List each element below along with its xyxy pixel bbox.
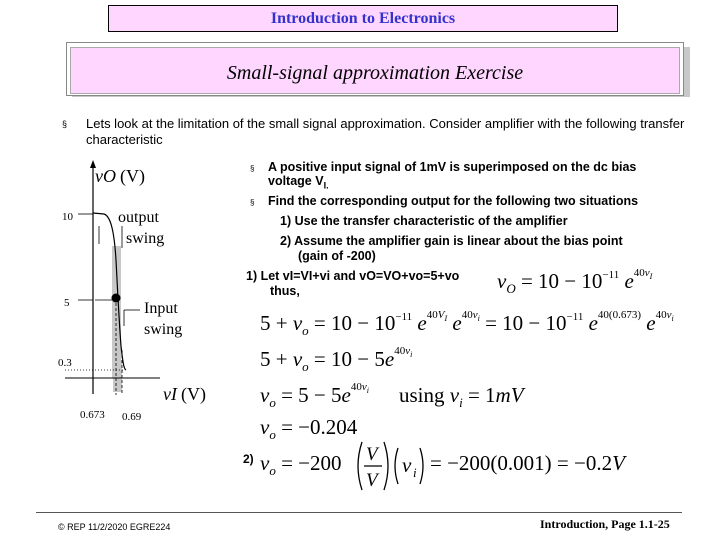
svg-text:vO = 10 − 10−11 e40vI: $v_O = 10 - 10^{-11}$ $e^{40}vI$ <box>497 267 653 296</box>
y-tick-0.3: 0.3 <box>58 357 72 369</box>
equation-line-5 <box>258 432 638 496</box>
course-title-banner: Introduction to Electronics <box>108 5 618 32</box>
svg-text:i: i <box>413 465 417 480</box>
bullet-1-line-2: voltage $V_{I.}$ <box>268 174 329 191</box>
y-tick-10: 10 <box>62 211 73 223</box>
svg-text:V: V <box>366 470 378 491</box>
thus-text: thus, <box>270 284 300 298</box>
bullet-1-line-1: A positive input signal of 1mV is superimposed on the dc bias <box>268 160 637 174</box>
x-tick-0.673: 0.673 <box>80 409 105 421</box>
input-swing-label-1: Input <box>144 300 178 317</box>
footer-copyright: © REP 11/2/2020 EGRE224 <box>58 522 171 532</box>
intro-text: Lets look at the limitation of the small signal approximation. Consider amplifier with the following transfer characteristic <box>86 116 685 147</box>
svg-text:5 + vo = 10 − 10−11 e40VI e40v: $5 + v_o = 10 - 10^{-11}$ $e^{40}VI$ $e^{40}vi = 10 - 10^{-11}$ $e^{40(0.673)}$ $e^{40}vi$ <box>260 309 674 338</box>
output-swing-label-1: output <box>118 209 159 226</box>
transfer-characteristic-graph <box>0 150 250 430</box>
bias-point <box>112 294 121 303</box>
item-1-text: 1) Use the transfer characteristic of the amplifier <box>280 214 568 228</box>
svg-text:V: V <box>366 444 378 465</box>
item-2-text: 2) Assume the amplifier gain is linear about the bias point <box>280 234 623 248</box>
x-tick-0.69: 0.69 <box>122 411 142 423</box>
svg-text:v: v <box>402 453 412 477</box>
svg-text:vo = −200: $v_o = -200$ <box>260 451 342 478</box>
equation-line-1 <box>258 302 688 338</box>
footer-page-number: Introduction, Page 1.1-25 <box>540 517 670 531</box>
equation-transfer <box>495 262 685 296</box>
svg-text:5 + vo = 10 − 5e40vi: $5 + v_o = 10 - 5e^{40}vi$ <box>260 345 413 374</box>
intro-bullet-icon: § <box>62 119 68 129</box>
bullet-2-icon: § <box>250 198 255 207</box>
svg-text:vo = −0.204: $v_o = -0.204$ <box>260 415 358 442</box>
input-swing-label-2: swing <box>144 321 183 338</box>
footer-divider <box>36 512 682 513</box>
y-tick-5: 5 <box>64 297 70 309</box>
output-swing-label-2: swing <box>126 230 165 247</box>
transfer-curve <box>93 213 126 370</box>
svg-text:= −200(0.001) = −0.2V: = −200(0.001) = −0.2V <box>430 451 625 475</box>
y-axis-label: vO (V) <box>95 166 145 186</box>
svg-text:vo = 5 − 5e40viusing vi = 1mV: $v_o = 5 - 5e^{40}vi$ using $v_i = 1mV$ <box>260 381 524 410</box>
item-2-gain: (gain of -200) <box>298 249 376 263</box>
input-swing-region <box>113 360 122 392</box>
bullet-1-icon: § <box>250 164 255 173</box>
part-2-label: 2) <box>243 452 254 466</box>
equation-line-2 <box>258 340 458 374</box>
bullet-2-text: Find the corresponding output for the following two situations <box>268 194 639 208</box>
slide-title: Small-signal approximation Exercise <box>70 47 680 94</box>
equation-line-3 <box>258 376 538 410</box>
let-line: 1) Let vI=VI+vi and vO=VO+vo=5+vo <box>246 269 460 283</box>
x-axis-label: vI (V) <box>163 384 206 404</box>
